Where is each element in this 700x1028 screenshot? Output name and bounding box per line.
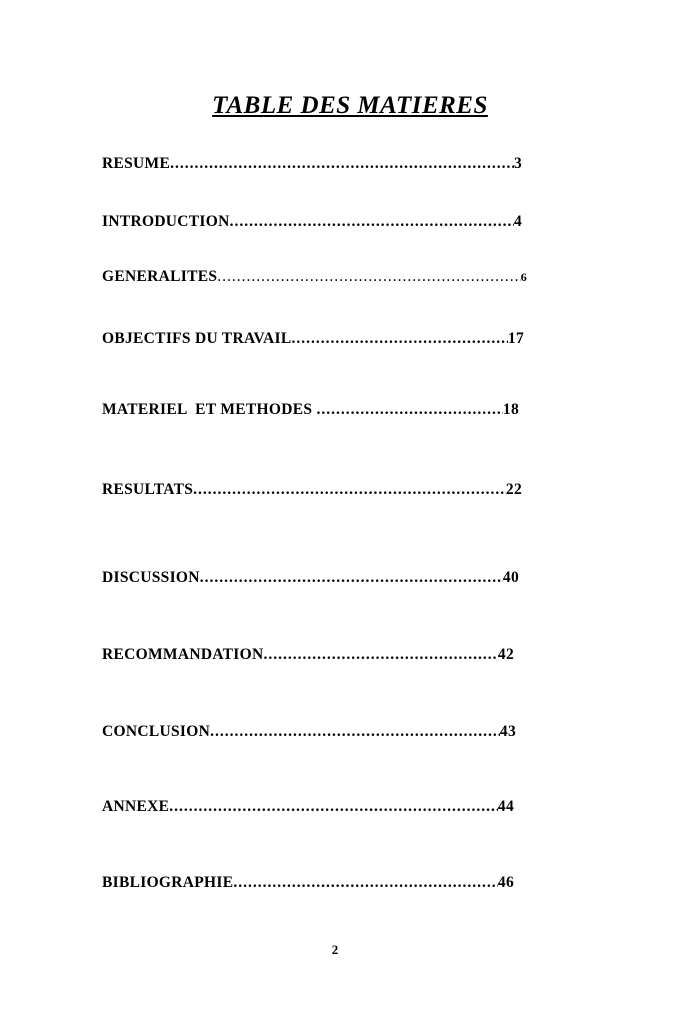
leader-dots [230, 213, 514, 231]
leader-dots [193, 481, 506, 499]
toc-entry [102, 569, 519, 587]
leader-dots [264, 646, 498, 664]
toc-entry [102, 155, 522, 173]
toc-label: DISCUSSION [102, 569, 200, 586]
leader-dots [210, 723, 500, 741]
leader-dots [169, 798, 498, 816]
toc-page: 17 [507, 330, 524, 347]
toc-label: CONCLUSION [102, 723, 211, 740]
toc-entry [102, 401, 519, 419]
toc-label: GENERALITES [102, 268, 218, 285]
toc-label: MATERIEL ET METHODES [102, 401, 317, 418]
toc-entry [102, 330, 524, 348]
leader-dots [291, 330, 507, 348]
toc-page: 22 [505, 481, 522, 498]
toc-label: RESUME [102, 155, 171, 172]
toc-label: ANNEXE [102, 798, 170, 815]
toc-page: 42 [497, 646, 514, 663]
toc-label: RECOMMANDATION [102, 646, 264, 663]
leader-dots [217, 268, 520, 286]
toc-label: INTRODUCTION [102, 213, 230, 230]
toc-entry [102, 874, 514, 892]
toc-page: 4 [513, 213, 522, 230]
toc-entry [102, 646, 514, 664]
leader-dots [200, 569, 503, 587]
toc-page: 40 [502, 569, 519, 586]
toc-page: 46 [497, 874, 514, 891]
toc-entry [102, 481, 522, 499]
toc-entry [102, 723, 516, 741]
toc-label: RESULTATS [102, 481, 194, 498]
toc-entry [102, 268, 527, 286]
toc-page: 3 [513, 155, 522, 172]
toc-label: BIBLIOGRAPHIE [102, 874, 234, 891]
page-number: 2 [331, 942, 339, 957]
toc-label: OBJECTIFS DU TRAVAIL [102, 330, 292, 347]
toc-page: 18 [502, 401, 519, 418]
toc-page: 43 [499, 723, 516, 740]
leader-dots [233, 874, 498, 892]
toc-page: 44 [497, 798, 514, 815]
toc-entry [102, 798, 514, 816]
page-title: TABLE DES MATIERES [212, 92, 488, 119]
toc-page: 6 [520, 270, 527, 284]
leader-dots [170, 155, 514, 173]
leader-dots [316, 401, 502, 419]
toc-entry [102, 213, 522, 231]
